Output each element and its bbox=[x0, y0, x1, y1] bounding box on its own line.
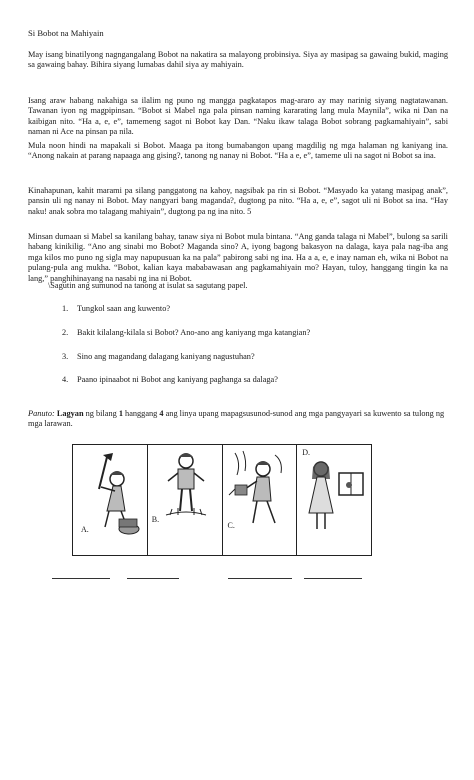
question-number: 4. bbox=[62, 375, 69, 384]
question-2 bbox=[62, 328, 310, 337]
panuto-bold-1: 1 bbox=[118, 409, 123, 418]
boy-standing-icon bbox=[156, 449, 216, 539]
picture-panel bbox=[72, 444, 372, 556]
picture-c-label: C. bbox=[227, 521, 235, 530]
panuto-bold-lagyan: Lagyan bbox=[56, 409, 84, 418]
panuto-text-1: ng bilang bbox=[83, 409, 119, 418]
story-paragraph-1: May isang binatilyong nagngangalang Bobot na nakatira sa malayong probinsiya. Siya ay masipag sa gawaing bukid, maging sa gawaing bahay. Bihira siyang lumabas dahil siya ay mahiyain. bbox=[28, 50, 448, 70]
answer-blank-c[interactable] bbox=[228, 578, 292, 579]
question-text: Tungkol saan ang kuwento? bbox=[77, 304, 171, 313]
panuto-bold-4: 4 bbox=[159, 409, 164, 418]
answer-blank-a[interactable] bbox=[52, 578, 110, 579]
story-paragraph-2: Isang araw habang nakahiga sa ilalim ng puno ng mangga pagkatapos mag-araro ay may narinig siyang nagtatawanan. Tawanan iyon ng magpipinsan. “Bobot si Mabel nga pala pinsan naming kararating lang mula Maynila”, wika ni Dan na kaibigan nito. “Ha a, e, e”, tamemeng sagot ni Bobot kay Dan. “Naku ikaw talaga Bobot sobrang pagkamahiyain”, sabi naman ni Ace na pinsan pa nila. bbox=[28, 96, 448, 137]
question-number: 1. bbox=[62, 304, 69, 313]
question-number: 3. bbox=[62, 352, 69, 361]
question-text: Paano ipinaabot ni Bobot ang kaniyang paghanga sa dalaga? bbox=[77, 375, 278, 384]
answer-blank-d[interactable] bbox=[304, 578, 362, 579]
panuto-instruction bbox=[28, 409, 448, 430]
picture-d bbox=[297, 445, 371, 555]
boy-chopping-wood-icon bbox=[77, 449, 147, 549]
boy-watering-plants-icon bbox=[227, 449, 293, 544]
picture-b-label: B. bbox=[151, 515, 160, 524]
panuto-label: Panuto: bbox=[28, 409, 55, 418]
picture-d-label: D. bbox=[302, 448, 311, 457]
panuto-text-2: hanggang bbox=[122, 409, 160, 418]
story-paragraph-5: Minsan dumaan si Mabel sa kanilang bahay, tanaw siya ni Bobot mula bintana. “Ang ganda talaga ni Mabel”, bulong sa sarili habang kinikilig. “Ano ang sinabi mo Bobot? Maganda sino? A, iyong bagong bakasyon na dalaga, kaya pala nag-iba ang mga kilos mo puno ng sigla may napupusuan ka na pala” pabirong sabi ng ina. Ha a a, e, e inay naman eh, wika ni Bobot na pulang-pula ang mukha. “Bobot, kalian kaya mababawasan ang pagkamahiyain mo? Hayan, tuloy, hanggang tingin ka na lang,” panghihinayang na nasabi ng ina ni Bobot. bbox=[28, 232, 448, 283]
panuto-text-3: ang linya upang mapagsusunod-sunod ang mga pangyayari sa kuwento sa tulong ng mga larawan. bbox=[28, 409, 445, 429]
question-1 bbox=[62, 304, 170, 313]
story-paragraph-3: Mula noon hindi na mapakali si Bobot. Maaga pa itong bumabangon upang magdilig ng mga halaman ng kaniyang ina. “Anong nakain at parang napaaga ang gising?, tanong ng nanay ni Bobot. “Ha a e, e”, tameme uli na sagot ni Bobot sa ina. bbox=[28, 141, 448, 161]
questions-instruction: \Sagutin ang sumunod na tanong at isulat sa sagutang papel. bbox=[48, 281, 248, 290]
picture-b bbox=[148, 445, 223, 555]
question-text: Sino ang magandang dalagang kaniyang nagustuhan? bbox=[77, 352, 255, 361]
answer-blanks bbox=[52, 578, 372, 588]
question-text: Bakit kilalang-kilala si Bobot? Ano-ano ang kaniyang mga katangian? bbox=[77, 328, 311, 337]
question-4 bbox=[62, 375, 278, 384]
question-number: 2. bbox=[62, 328, 69, 337]
picture-a-label: A. bbox=[81, 525, 89, 534]
girl-by-window-icon bbox=[299, 455, 369, 550]
question-3 bbox=[62, 352, 255, 361]
story-title: Si Bobot na Mahiyain bbox=[28, 28, 104, 38]
story-paragraph-4: Kinahapunan, kahit marami pa silang panggatong na kahoy, nagsibak pa rin si Bobot. “Masyado ka yatang masipag anak”, pansin uli ng nanay ni Bobot. May nangyari bang maganda?, dugtong pa nito. “Ha a, e, e”, sagot uli ni Bobot sa ina. “Hay naku! anak sobra mo talagang mahiyain”, dugtong pa ng ina nito. 5 bbox=[28, 186, 448, 216]
picture-c bbox=[223, 445, 298, 555]
picture-a bbox=[73, 445, 148, 555]
answer-blank-b[interactable] bbox=[127, 578, 179, 579]
